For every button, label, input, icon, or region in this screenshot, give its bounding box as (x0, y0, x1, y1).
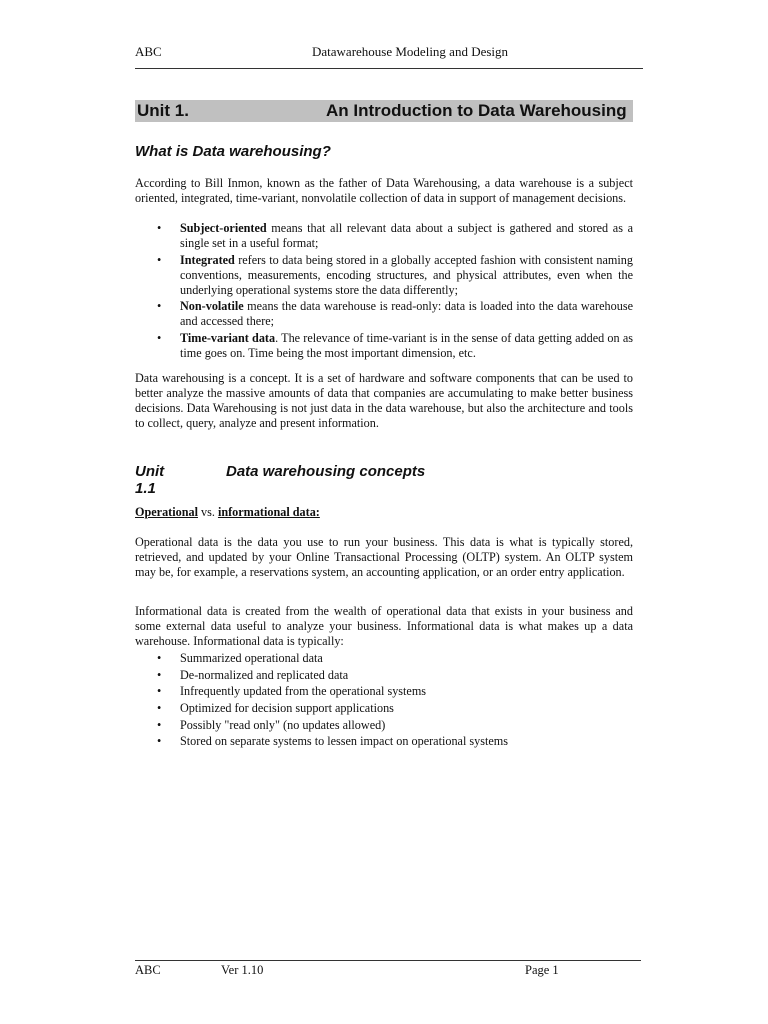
definition: means that all relevant data about a subject is gathered and stored as a single set in a useful format; (180, 221, 633, 250)
definition: . The relevance of time-variant is in the sense of data getting added on as time goes on. Time being the most important dimension, etc. (180, 330, 633, 360)
intro-paragraph: According to Bill Inmon, known as the father of Data Warehousing, a data warehouse is a subject oriented, integrated, time-variant, nonvolatile collection of data in support of management decisions. (135, 176, 633, 205)
list-item (135, 668, 633, 683)
definition: means the data warehouse is read-only: data is loaded into the data warehouse and accessed there; (180, 299, 633, 328)
concept-paragraph: Data warehousing is a concept. It is a set of hardware and software components that can be used to better analyze the massive amounts of data that companies are accumulating to make better business decisions. Data Warehousing is not just data in the data warehouse, but also the architecture and tools to collect, query, analyze and present information. (135, 371, 633, 430)
header-title: Datawarehouse Modeling and Design (312, 44, 509, 59)
vs-text: vs. (197, 505, 218, 519)
subunit-number: Unit 1.1 (135, 463, 165, 497)
bullet-icon: • (157, 717, 162, 732)
unit-number: Unit 1. (137, 101, 189, 120)
informational-term: informational data: (217, 505, 320, 519)
definition: refers to data being stored in a globally accepted fashion with consistent naming conventions, measurements, encoding structures, and physical attributes, even when the underlying operational systems store the data differently; (180, 252, 633, 297)
subunit-title: Data warehousing concepts (226, 463, 426, 480)
footer-version: Ver 1.10 (221, 963, 264, 977)
bullet-icon: • (157, 667, 162, 682)
informational-paragraph: Informational data is created from the wealth of operational data that exists in your business and some external data useful to analyze your business. Informational data is what makes up a data warehouse. Informational data is typically: (135, 604, 633, 648)
bullet-icon: • (157, 221, 162, 235)
header-left: ABC (135, 44, 162, 59)
bullet-icon: • (157, 701, 162, 716)
footer-page-number: Page 1 (525, 963, 559, 977)
list-item (135, 701, 633, 716)
list-item (135, 734, 633, 749)
unit-title: An Introduction to Data Warehousing (326, 101, 627, 120)
bullet-icon: • (157, 330, 162, 345)
list-item (135, 718, 633, 733)
operational-paragraph: Operational data is the data you use to run your business. This data is what is typically stored, retrieved, and updated by your Online Transactional Processing (OLTP) system. An OLTP system may be, for example, a reservations system, an accounting application, or an order entry application. (135, 535, 633, 579)
list-item-text: Summarized operational data (180, 651, 323, 665)
list-item-text: De-normalized and replicated data (180, 667, 349, 682)
unit-title-bar (135, 100, 633, 122)
list-item-text: Infrequently updated from the operational systems (180, 684, 427, 699)
list-item-text: Possibly "read only" (no updates allowed) (180, 717, 386, 732)
header-rule (135, 68, 643, 69)
term: Integrated (180, 252, 235, 267)
bullet-icon: • (157, 684, 162, 699)
bullet-icon: • (157, 734, 162, 749)
list-item (135, 651, 633, 666)
section-heading: What is Data warehousing? (135, 143, 331, 160)
operational-term: Operational (135, 505, 198, 519)
list-item (135, 684, 633, 699)
term: Time-variant data (180, 330, 276, 345)
list-item-text: Optimized for decision support applications (180, 701, 394, 716)
list-item (135, 331, 633, 361)
characteristics-list (135, 221, 633, 362)
list-item (135, 299, 633, 329)
informational-list (135, 651, 633, 751)
op-vs-info-heading (135, 505, 320, 520)
bullet-icon: • (157, 651, 162, 665)
list-item (135, 253, 633, 298)
term: Non-volatile (180, 299, 244, 313)
list-item (135, 221, 633, 251)
footer-left: ABC (135, 963, 161, 977)
page-header (135, 44, 633, 64)
term: Subject-oriented (180, 221, 267, 235)
list-item-text: Stored on separate systems to lessen impact on operational systems (180, 734, 508, 749)
bullet-icon: • (157, 252, 162, 267)
bullet-icon: • (157, 299, 162, 313)
footer-rule (135, 960, 641, 961)
